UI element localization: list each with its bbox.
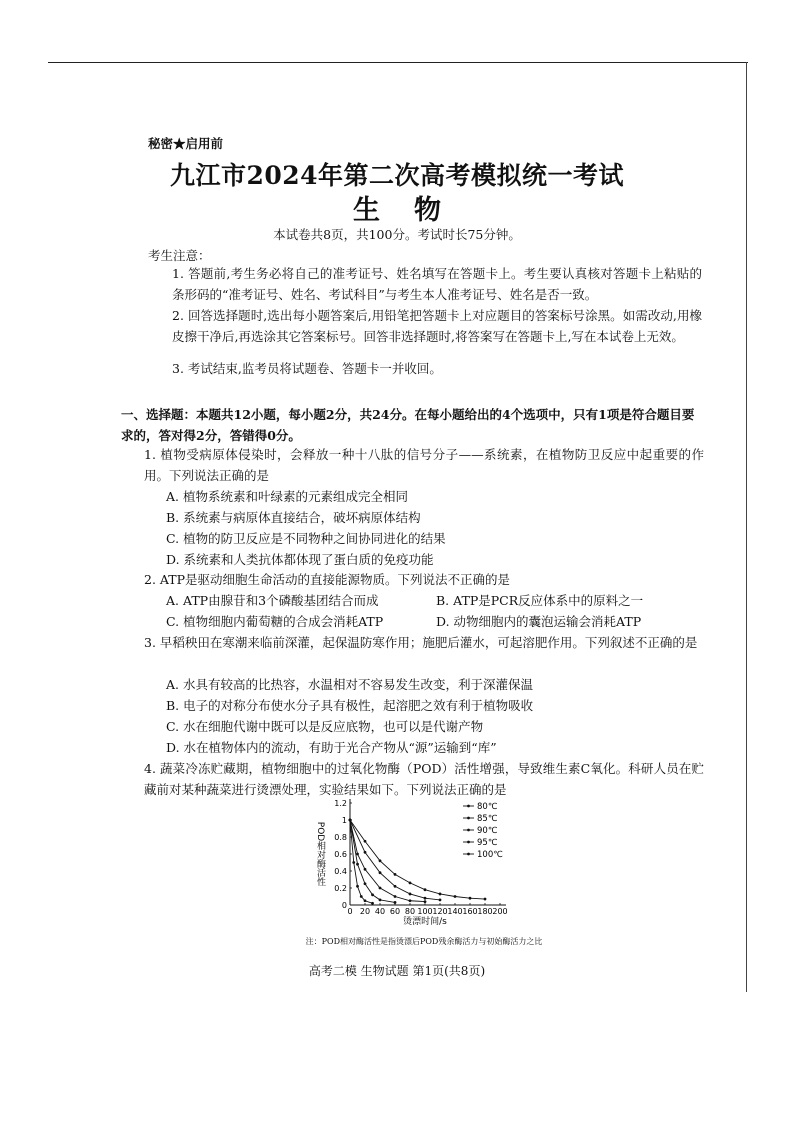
question-4-stem: 4. 蔬菜冷冻贮藏期，植物细胞中的过氧化物酶（POD）活性增强，导致维生素C氧化。科研人员在贮藏前对某种蔬菜进行烫漂处理，实验结果如下。下列说法正确的是 [144, 761, 704, 797]
y-tick-label: 0.2 [334, 884, 347, 893]
data-point [454, 895, 457, 898]
data-point [349, 819, 352, 822]
data-point [409, 893, 412, 896]
page-border-top [48, 62, 748, 63]
x-tick-label: 20 [359, 907, 371, 916]
y-tick-label: 0.4 [334, 867, 347, 876]
question-1-option-b: B. 系统素与病原体直接结合，破坏病原体结构 [166, 510, 421, 525]
pod-activity-chart [300, 795, 530, 925]
data-point [424, 900, 427, 903]
y-tick-label: 1 [341, 816, 347, 825]
data-point [364, 899, 367, 902]
data-point [379, 871, 382, 874]
x-tick-label: 160 [462, 907, 478, 916]
y-tick-label: 0.6 [334, 850, 347, 859]
question-2-option-b: B. ATP是PCR反应体系中的原料之一 [436, 593, 644, 608]
series-line [350, 820, 395, 902]
data-point [409, 882, 412, 885]
x-tick-label: 40 [374, 907, 386, 916]
legend-marker [467, 829, 470, 832]
data-point [394, 895, 397, 898]
data-point [371, 902, 374, 905]
question-3-option-b: B. 电子的对称分布使水分子具有极性，起溶肥之效有利于植物吸收 [166, 698, 534, 713]
data-point [360, 895, 363, 898]
y-tick-label: 1.2 [334, 799, 347, 808]
notice-heading: 考生注意： [148, 248, 211, 263]
section-heading: 一、选择题：本题共12小题，每小题2分，共24分。在每小题给出的4个选项中，只有1项是符合题目要求的，答对得2分，答错得0分。 [121, 407, 695, 443]
question-1-option-d: D. 系统素和人类抗体都体现了蛋白质的免疫功能 [166, 552, 434, 567]
question-2-stem: 2. ATP是驱动细胞生命活动的直接能源物质。下列说法不正确的是 [144, 572, 510, 587]
legend-marker [467, 841, 470, 844]
data-point [394, 901, 397, 904]
x-tick-label: 60 [389, 907, 401, 916]
data-point [379, 899, 382, 902]
question-3-option-a: A. 水具有较高的比热容，水温相对不容易发生改变，利于深灌保温 [166, 677, 533, 692]
data-point [364, 882, 367, 885]
data-point [356, 885, 359, 888]
data-point [364, 840, 367, 843]
data-point [469, 897, 472, 900]
data-point [394, 885, 397, 888]
data-point [364, 851, 367, 854]
data-point [352, 861, 355, 864]
legend-label: 90℃ [477, 826, 498, 836]
subject-title: 生物 [353, 195, 475, 226]
page-footer: 高考二模 生物试题 第1页(共8页) [308, 964, 486, 978]
notice-item: 1. 答题前,考生务必将自己的准考证号、姓名填写在答题卡上。考生要认真核对答题卡上粘贴的条形码的“准考证号、姓名、考试科目”与考生本人准考证号、姓名是否一致。 [172, 266, 702, 302]
notice-item: 2. 回答选择题时,选出每小题答案后,用铅笔把答题卡上对应题目的答案标号涂黑。如需改动,用橡皮擦干净后,再选涂其它答案标号。回答非选择题时,将答案写在答题卡上,写在本试卷上无效。 [172, 308, 702, 344]
question-1-option-a: A. 植物系统素和叶绿素的元素组成完全相同 [166, 489, 408, 504]
question-2-option-d: D. 动物细胞内的囊泡运输会消耗ATP [436, 614, 642, 629]
series-line [350, 820, 425, 902]
legend-label: 95℃ [477, 838, 498, 848]
exam-title: 九江市2024年第二次高考模拟统一考试 [169, 161, 625, 190]
x-tick-label: 140 [447, 907, 463, 916]
y-axis-label: POD相对酶活性 [315, 821, 325, 887]
y-tick-label: 0.8 [334, 833, 347, 842]
data-point [356, 863, 359, 866]
x-tick-label: 80 [404, 907, 416, 916]
x-tick-label: 100 [417, 907, 433, 916]
x-tick-label: 200 [492, 907, 508, 916]
x-axis-label: 烫漂时间/s [403, 917, 447, 925]
x-tick-label: 0 [347, 907, 353, 916]
legend-marker [467, 817, 470, 820]
data-point [424, 888, 427, 891]
y-tick-label: 0 [341, 901, 347, 910]
question-3-option-d: D. 水在植物体内的流动，有助于光合产物从“源”运输到“库” [166, 740, 497, 755]
data-point [439, 893, 442, 896]
data-point [484, 898, 487, 901]
data-point [364, 868, 367, 871]
data-point [394, 873, 397, 876]
series-line [350, 820, 440, 900]
legend-label: 100℃ [477, 850, 503, 860]
question-2-option-c: C. 植物细胞内葡萄糖的合成会消耗ATP [166, 614, 384, 629]
legend-marker [467, 853, 470, 856]
data-point [356, 853, 359, 856]
legend-label: 80℃ [477, 802, 498, 812]
notice-item: 3. 考试结束,监考员将试题卷、答题卡一并收回。 [172, 361, 442, 376]
legend-label: 85℃ [477, 814, 498, 824]
confidential-label: 秘密★启用前 [148, 136, 224, 151]
data-point [409, 899, 412, 902]
question-1-option-c: C. 植物的防卫反应是不同物种之间协同进化的结果 [166, 531, 446, 546]
chart-footnote: 注：POD相对酶活性是指烫漂后POD残余酶活力与初始酶活力之比 [305, 937, 543, 946]
exam-info: 本试卷共8页，共100分。考试时长75分钟。 [273, 227, 521, 242]
data-point [379, 859, 382, 862]
question-2-option-a: A. ATP由腺苷和3个磷酸基团结合而成 [166, 593, 379, 608]
question-3-stem: 3. 早稻秧田在寒潮来临前深灌，起保温防寒作用；施肥后灌水，可起溶肥作用。下列叙述不正确的是 [144, 635, 698, 650]
question-1-stem: 1. 植物受病原体侵染时，会释放一种十八肽的信号分子——系统素，在植物防卫反应中起重要的作用。下列说法正确的是 [144, 447, 704, 483]
data-point [379, 887, 382, 890]
data-point [424, 897, 427, 900]
x-tick-label: 180 [477, 907, 493, 916]
data-point [439, 899, 442, 902]
x-tick-label: 120 [432, 907, 448, 916]
question-3-option-c: C. 水在细胞代谢中既可以是反应底物，也可以是代谢产物 [166, 719, 484, 734]
legend-marker [467, 805, 470, 808]
data-point [371, 893, 374, 896]
